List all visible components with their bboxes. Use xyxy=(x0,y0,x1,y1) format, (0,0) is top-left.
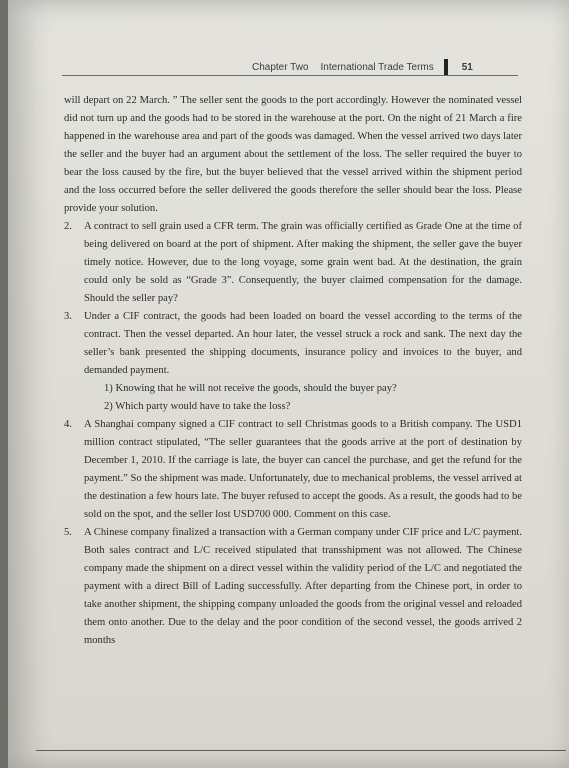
item-text: A contract to sell grain used a CFR term. The grain was officially certified as Grade One at the time of being delivered on board at the port of shipment. After making the shipment, the seller gave the buyer timely notice. However, due to the long voyage, some grain went bad. At the destination, the grain could only be sold as “Grade 3”. Consequently, the buyer claimed compensation for the damage. Should the seller pay? xyxy=(84,221,522,304)
body-text xyxy=(64,92,522,650)
exercise-item-5 xyxy=(64,524,522,650)
item-text: Under a CIF contract, the goods had been loaded on board the vessel according to the terms of the contract. Then the vessel departed. An hour later, the vessel struck a rock and sank. The next day the seller’s bank presented the shipping documents, insurance policy and invoices to the buyer, and demanded payment. xyxy=(84,311,522,376)
item-text: A Chinese company finalized a transaction with a German company under CIF price and L/C payment. Both sales contract and L/C received stipulated that transshipment was not allowed. The Chinese company made the shipment on a direct vessel within the validity period of the L/C and negotiated the payment with a direct Bill of Lading successfully. After departing from the Chinese port, in order to take another shipment, the shipping company unloaded the goods from the original vessel and reloaded them onto another. Due to the delay and the poor condition of the second vessel, the goods arrived 2 months xyxy=(84,527,522,646)
footer-rule xyxy=(36,750,566,751)
page-number: 51 xyxy=(461,61,473,73)
book-page xyxy=(8,0,569,768)
item-number: 2. xyxy=(64,221,72,232)
item-text: A Shanghai company signed a CIF contract to sell Christmas goods to a British company. The USD1 million contract stipulated, “The seller guarantees that the goods arrive at the port of destination by December 1, 2010. If the carriage is late, the buyer can cancel the purchase, and get the refund for the payment.” So the shipment was made. Unfortunately, due to mechanical problems, the vessel arrived at the destination a few hours late. The buyer refused to accept the goods. As a result, the goods had to be sold on the spot, and the seller lost USD700 000. Comment on this case. xyxy=(84,419,522,520)
exercise-item-2 xyxy=(64,218,522,308)
header-bar-mark xyxy=(444,59,448,75)
intro-paragraph: will depart on 22 March. ” The seller sent the goods to the port accordingly. However the nominated vessel did not turn up and the goods had to be stored in the warehouse at the port. On the night of 21 March a fire happened in the warehouse area and part of the goods was damaged. When the vessel arrived two days later the seller and the buyer had an argument about the settlement of the loss. The seller required the buyer to bear the loss caused by the fire, but the buyer believed that the vessel arrived within the shipment period and the loss occurred before the seller delivered the goods therefore the seller should bear the loss. Please provide your solution. xyxy=(64,95,522,214)
sub-question-1: 1) Knowing that he will not receive the goods, should the buyer pay? xyxy=(104,383,397,394)
header-rule xyxy=(62,75,518,76)
chapter-label: Chapter Two xyxy=(252,61,309,73)
sub-question-2: 2) Which party would have to take the loss? xyxy=(104,401,291,412)
item-number: 5. xyxy=(64,527,72,538)
exercise-item-4 xyxy=(64,416,522,524)
chapter-title: International Trade Terms xyxy=(320,61,434,73)
item-content xyxy=(84,308,522,416)
exercise-item-3 xyxy=(64,308,522,416)
running-header xyxy=(252,58,473,76)
item-number: 3. xyxy=(64,311,72,322)
item-number: 4. xyxy=(64,419,72,430)
